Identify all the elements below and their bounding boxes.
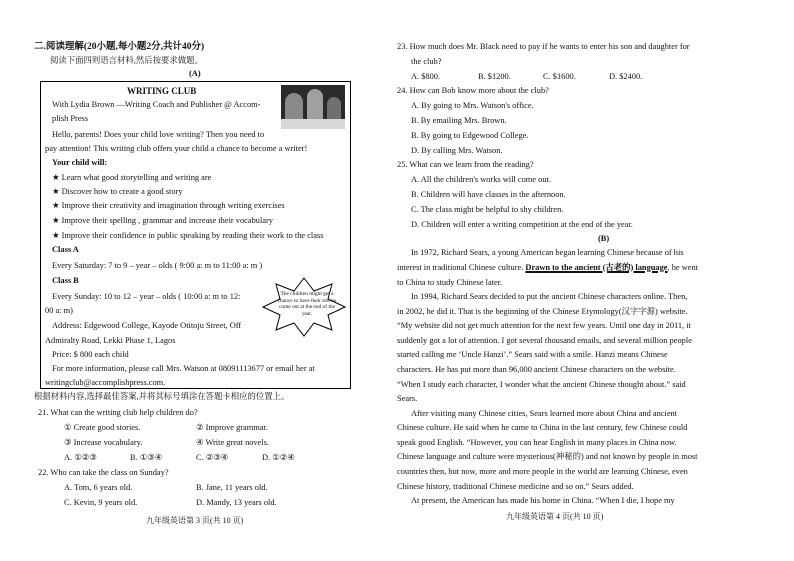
- star-icon: ★: [52, 216, 62, 225]
- q21-choice-a: A. ①②③: [64, 453, 97, 462]
- q22-choice-a: A. Tom, 6 years old.: [64, 483, 133, 492]
- paragraph-line: speak good English. “However, you can hear English in many places in China now.: [397, 438, 677, 447]
- q24-stem: 24. How can Bob know more about the club?: [397, 86, 549, 95]
- paragraph-line: characters. He has put more than 96,000 ancient Chinese characters on the website.: [397, 365, 676, 374]
- q23-choice-b: B. $1200.: [478, 72, 511, 81]
- q24-choice-b: B. By emailing Mrs. Brown.: [411, 116, 507, 125]
- ad-line1: With Lydia Brown —Writing Coach and Publisher @ Accom-: [52, 100, 261, 109]
- bullet-item: ★ Improve their confidence in public speaking by reading their work to the class: [52, 231, 324, 240]
- ad-title: WRITING CLUB: [127, 86, 197, 96]
- q21-option: ③ Increase vocabulary.: [64, 438, 143, 447]
- q21-choice-b: B. ①③④: [130, 453, 163, 462]
- class-a-heading: Class A: [52, 245, 79, 254]
- contact-line1: For more information, please call Mrs. Watson at 08091113677 or email her at: [52, 364, 315, 373]
- q25-choice-b: B. Children will have classes in the afternoon.: [411, 190, 566, 199]
- ad-line4: pay attention! This writing club offers your child a chance to become a writer!: [45, 144, 308, 153]
- q21-option: ① Create good stories.: [64, 423, 141, 432]
- paragraph-line: countries then, but now, more and more people in the world are learning Chinese, even: [397, 467, 688, 476]
- page-footer: 九年级英语第 3 页(共 10 页): [146, 516, 244, 525]
- q25-choice-c: C. The class might be helpful to shy children.: [411, 205, 564, 214]
- section-title: 二.阅读理解(20小题,每小题2分,共计40分): [34, 42, 205, 52]
- star-icon: ★: [52, 231, 62, 240]
- price: Price: $ 800 each child: [52, 350, 129, 359]
- q23-choice-c: C. $1600.: [543, 72, 576, 81]
- q21-choice-c: C. ②③④: [196, 453, 229, 462]
- paragraph-line: to China to study Chinese later.: [397, 278, 503, 287]
- q23-stem: 23. How much does Mr. Black need to pay if he wants to enter his son and daughter for: [397, 42, 690, 51]
- q25-choice-d: D. Children will enter a writing competition at the end of the year.: [411, 220, 633, 229]
- paragraph-line: started calling me ‘Uncle Hanzi’.” Sears said with a smile. Hanzi means Chinese: [397, 350, 668, 359]
- q22-choice-b: B. Jane, 11 years old.: [196, 483, 268, 492]
- ad-line2: plish Press: [52, 114, 89, 123]
- class-b-time-cont: 00 a: m): [45, 306, 73, 315]
- paragraph-line: interest in traditional Chinese culture. Drawn to the ancient (古老的) language, he went: [397, 263, 698, 272]
- underlined-phrase: Drawn to the ancient (古老的) language: [525, 263, 668, 272]
- q24-choice-a: A. By going to Mrs. Watson's office.: [411, 101, 534, 110]
- q24-choice-d: D. By calling Mrs. Watson.: [411, 146, 503, 155]
- address-line1: Address: Edgewood College, Kayode Otitoju Street, Off: [52, 321, 242, 330]
- star-badge-text: The children might get a chance to have their stories come out at the end of the year.: [277, 291, 337, 317]
- bullet-item: ★ Improve their spelling , grammar and increase their vocabulary: [52, 216, 273, 225]
- paragraph-line: At present, the American has made his home in China. “When I die, I hope my: [411, 496, 675, 505]
- class-a-time: Every Saturday: 7 to 9 – year – olds ( 9:00 a: m to 11:00 a: m ): [52, 261, 263, 270]
- bullet-item: ★ Discover how to create a good story: [52, 187, 183, 196]
- paragraph-line: “When I study each character, I wonder what the ancient Chinese thought about.” said: [397, 380, 686, 389]
- will-heading: Your child will:: [52, 158, 108, 167]
- answer-instruction: 根据材料内容,选择最佳答案,并将其标号填涂在答题卡相应的位置上。: [34, 392, 290, 401]
- page-footer: 九年级英语第 4 页(共 10 页): [506, 512, 604, 521]
- paragraph-line: In 1994, Richard Sears decided to put the ancient Chinese characters online. Then,: [411, 292, 688, 301]
- bullet-item: ★ Improve their creativity and imagination through writing exercises: [52, 201, 285, 210]
- paragraph-line: suddenly got a lot of attention. I got several thousand emails, and several million people: [397, 336, 692, 345]
- q21-stem: 21. What can the writing club help children do?: [38, 408, 198, 417]
- star-icon: ★: [52, 173, 62, 182]
- q23-choice-d: D. $2400.: [609, 72, 643, 81]
- paragraph-line: Sears.: [397, 394, 418, 403]
- paragraph-line: Chinese history, traditional Chinese medicine and so on.” Sears added.: [397, 482, 634, 491]
- paragraph-line: In 1972, Richard Sears, a young American began learning Chinese because of his: [411, 248, 684, 257]
- instruction: 阅读下面四则语言材料,然后按要求做题。: [50, 56, 203, 65]
- q25-choice-a: A. All the children's works will come out.: [411, 175, 551, 184]
- star-icon: ★: [52, 201, 62, 210]
- paragraph-line: in 2002, he did it. That is the beginning of the Chinese Etymology(汉字字源) website.: [397, 307, 688, 316]
- address-line2: Admiralty Road, Lekki Phase 1, Lagos: [45, 336, 176, 345]
- q22-choice-d: D. Mandy, 13 years old.: [196, 498, 277, 507]
- q22-stem: 22. Who can take the class on Sunday?: [38, 468, 169, 477]
- q25-stem: 25. What can we learn from the reading?: [397, 160, 534, 169]
- paragraph-line: “My website did not get much attention for the next few years. Until one day in 2011, it: [397, 321, 691, 330]
- contact-email: writingclub@accomplishpress.com.: [45, 378, 166, 387]
- paragraph-line: Chinese language and culture were mysterious(神秘的) and not known by people in most: [397, 452, 698, 461]
- q23-choice-a: A. $800.: [411, 72, 441, 81]
- q23-stem-cont: the club?: [411, 57, 442, 66]
- passage-a-label: (A): [189, 69, 201, 78]
- q21-choice-d: D. ①②④: [262, 453, 295, 462]
- paragraph-line: Chinese culture. He said when he came to China in the last century, few Chinese could: [397, 423, 688, 432]
- ad-line3: Hello, parents! Does your child love writing? Then you need to: [52, 130, 265, 139]
- right-page: [397, 0, 794, 561]
- children-writing-photo: [281, 85, 345, 129]
- q24-choice-c: B. By going to Edgewood College.: [411, 131, 529, 140]
- class-b-time: Every Sunday: 10 to 12 – year – olds ( 10:00 a: m to 12:: [52, 292, 241, 301]
- class-b-heading: Class B: [52, 276, 79, 285]
- q22-choice-c: C. Kevin, 9 years old.: [64, 498, 138, 507]
- q21-option: ② Improve grammar.: [196, 423, 268, 432]
- star-icon: ★: [52, 187, 62, 196]
- q21-option: ④ Write great novels.: [196, 438, 270, 447]
- bullet-item: ★ Learn what good storytelling and writing are: [52, 173, 212, 182]
- passage-b-label: (B): [598, 234, 610, 243]
- paragraph-line: After visiting many Chinese cities, Sears learned more about China and ancient: [411, 409, 678, 418]
